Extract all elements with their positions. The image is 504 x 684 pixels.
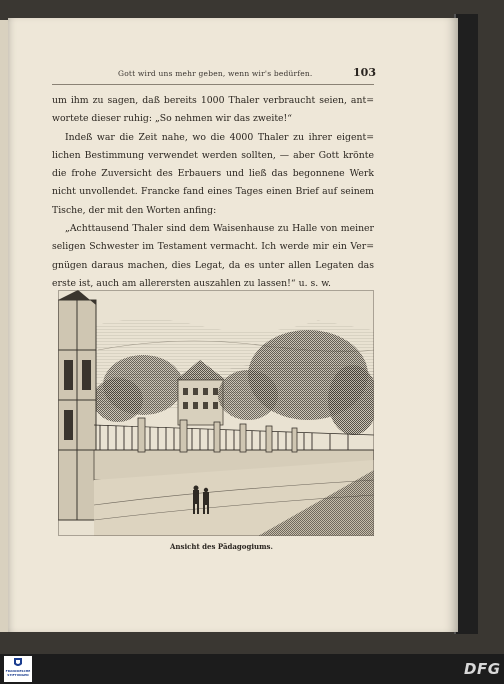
body-text bbox=[52, 92, 374, 293]
running-head: Gott wird uns mehr geben, wenn wir's bedürfen. bbox=[118, 69, 313, 78]
text-line: erste ist, auch am allerersten auszahlen zu lassen!“ u. s. w. bbox=[52, 277, 331, 289]
logo-text: FRANCKESCHE STIFTUNGEN bbox=[5, 669, 31, 677]
franckesche-stiftungen-logo[interactable] bbox=[4, 656, 32, 682]
text-line: „Achttausend Thaler sind dem Waisenhause zu Halle von meiner bbox=[65, 223, 374, 235]
text-line: seligen Schwester im Testament vermacht. Ich werde mir ein Ver= bbox=[52, 241, 374, 253]
text-line: Indeß war die Zeit nahe, wo die 4000 Thaler zu ihrer eigent= bbox=[65, 131, 374, 143]
crest-icon bbox=[14, 658, 22, 668]
text-line: nicht unvollendet. Francke fand eines Tages einen Brief auf seinem bbox=[52, 186, 374, 198]
illustration-caption: Ansicht des Pädagogiums. bbox=[170, 542, 273, 551]
header-rule bbox=[52, 84, 374, 85]
text-line: Tische, der mit den Worten anfing: bbox=[52, 204, 217, 216]
footer-bar bbox=[0, 654, 504, 684]
text-line: wortete dieser ruhig: „So nehmen wir das zweite!“ bbox=[52, 113, 293, 125]
text-line: gnügen daraus machen, dies Legat, da es unter allen Legaten das bbox=[52, 259, 374, 271]
dfg-logo[interactable]: DFG bbox=[464, 660, 501, 678]
previous-page-edge bbox=[0, 20, 8, 632]
text-line: die frohe Zuversicht des Erbauers und ließ das begonnene Werk bbox=[52, 168, 374, 180]
text-line: um ihm zu sagen, daß bereits 1000 Thaler verbraucht seien, ant= bbox=[52, 95, 374, 106]
engraving-illustration bbox=[58, 290, 374, 536]
text-line: lichen Bestimmung verwendet werden sollten, — aber Gott krönte bbox=[52, 149, 374, 161]
page-number: 103 bbox=[353, 66, 376, 79]
